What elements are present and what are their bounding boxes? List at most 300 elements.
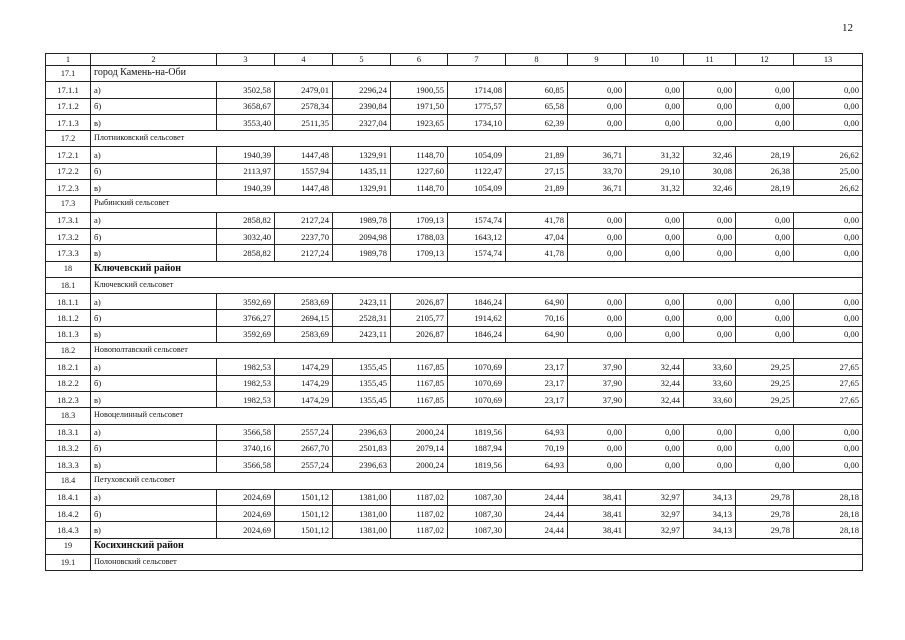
- value-cell: 62,39: [506, 114, 568, 130]
- value-cell: 1148,70: [391, 147, 448, 163]
- value-cell: 64,90: [506, 326, 568, 342]
- value-cell: 2327,04: [333, 114, 391, 130]
- value-cell: 65,58: [506, 98, 568, 114]
- tariff-table: [45, 53, 863, 571]
- value-cell: 0,00: [684, 457, 736, 473]
- value-cell: 29,10: [626, 163, 684, 179]
- value-cell: 1329,91: [333, 147, 391, 163]
- value-cell: 2501,83: [333, 440, 391, 456]
- column-header: 5: [333, 54, 391, 66]
- value-cell: 1914,62: [448, 310, 506, 326]
- value-cell: 0,00: [794, 114, 863, 130]
- value-cell: 30,08: [684, 163, 736, 179]
- value-cell: 0,00: [684, 424, 736, 440]
- section-row: [46, 261, 863, 277]
- value-cell: 0,00: [736, 326, 794, 342]
- table-row: [46, 522, 863, 538]
- table-row: [46, 82, 863, 98]
- value-cell: 26,62: [794, 180, 863, 196]
- value-cell: 3032,40: [217, 228, 275, 244]
- value-cell: 1940,39: [217, 147, 275, 163]
- section-row: [46, 473, 863, 489]
- row-code: 18: [46, 261, 91, 277]
- value-cell: 38,41: [568, 489, 626, 505]
- section-title: Косихинский район: [91, 538, 863, 554]
- value-cell: 0,00: [736, 294, 794, 310]
- section-title: Ключевский район: [91, 261, 863, 277]
- row-code: 17.3.1: [46, 212, 91, 228]
- value-cell: 0,00: [626, 294, 684, 310]
- row-code: 19.1: [46, 554, 91, 570]
- value-cell: 1775,57: [448, 98, 506, 114]
- value-cell: 2858,82: [217, 212, 275, 228]
- value-cell: 1070,69: [448, 359, 506, 375]
- value-cell: 0,00: [626, 212, 684, 228]
- row-code: 18.3.3: [46, 457, 91, 473]
- value-cell: 29,78: [736, 489, 794, 505]
- value-cell: 2423,11: [333, 326, 391, 342]
- row-code: 18.3.1: [46, 424, 91, 440]
- value-cell: 2024,69: [217, 489, 275, 505]
- value-cell: 0,00: [626, 440, 684, 456]
- row-label: б): [91, 98, 217, 114]
- value-cell: 1054,09: [448, 180, 506, 196]
- column-header: 10: [626, 54, 684, 66]
- value-cell: 0,00: [736, 424, 794, 440]
- value-cell: 0,00: [736, 245, 794, 261]
- table-row: [46, 147, 863, 163]
- section-title: город Камень-на-Оби: [91, 66, 863, 82]
- value-cell: 32,44: [626, 375, 684, 391]
- value-cell: 70,16: [506, 310, 568, 326]
- value-cell: 28,19: [736, 180, 794, 196]
- value-cell: 1940,39: [217, 180, 275, 196]
- value-cell: 2858,82: [217, 245, 275, 261]
- page-number: 12: [842, 22, 853, 34]
- value-cell: 1982,53: [217, 359, 275, 375]
- row-code: 18.1: [46, 277, 91, 293]
- value-cell: 2000,24: [391, 424, 448, 440]
- row-label: б): [91, 440, 217, 456]
- value-cell: 0,00: [736, 228, 794, 244]
- row-code: 18.1.3: [46, 326, 91, 342]
- value-cell: 2528,31: [333, 310, 391, 326]
- row-code: 18.1.2: [46, 310, 91, 326]
- section-title: Ключевский сельсовет: [91, 277, 863, 293]
- value-cell: 32,97: [626, 522, 684, 538]
- value-cell: 1447,48: [275, 180, 333, 196]
- value-cell: 1501,12: [275, 506, 333, 522]
- row-code: 18.4.2: [46, 506, 91, 522]
- value-cell: 1819,56: [448, 424, 506, 440]
- value-cell: 1989,78: [333, 212, 391, 228]
- column-header: 3: [217, 54, 275, 66]
- value-cell: 1329,91: [333, 180, 391, 196]
- value-cell: 1923,65: [391, 114, 448, 130]
- value-cell: 2127,24: [275, 245, 333, 261]
- value-cell: 0,00: [684, 245, 736, 261]
- value-cell: 33,60: [684, 391, 736, 407]
- value-cell: 1501,12: [275, 489, 333, 505]
- value-cell: 1900,55: [391, 82, 448, 98]
- value-cell: 2026,87: [391, 326, 448, 342]
- section-row: [46, 66, 863, 82]
- row-code: 17.1.1: [46, 82, 91, 98]
- value-cell: 2396,63: [333, 424, 391, 440]
- table-row: [46, 489, 863, 505]
- value-cell: 1846,24: [448, 294, 506, 310]
- table-row: [46, 506, 863, 522]
- table-row: [46, 326, 863, 342]
- value-cell: 0,00: [794, 212, 863, 228]
- value-cell: 2557,24: [275, 457, 333, 473]
- value-cell: 2557,24: [275, 424, 333, 440]
- value-cell: 1122,47: [448, 163, 506, 179]
- value-cell: 0,00: [736, 82, 794, 98]
- value-cell: 2578,34: [275, 98, 333, 114]
- value-cell: 36,71: [568, 180, 626, 196]
- value-cell: 2024,69: [217, 522, 275, 538]
- value-cell: 1447,48: [275, 147, 333, 163]
- value-cell: 2583,69: [275, 326, 333, 342]
- section-row: [46, 408, 863, 424]
- value-cell: 0,00: [736, 457, 794, 473]
- value-cell: 1788,03: [391, 228, 448, 244]
- value-cell: 1474,29: [275, 359, 333, 375]
- value-cell: 1501,12: [275, 522, 333, 538]
- value-cell: 1887,94: [448, 440, 506, 456]
- value-cell: 1714,08: [448, 82, 506, 98]
- value-cell: 2396,63: [333, 457, 391, 473]
- row-code: 17.1.3: [46, 114, 91, 130]
- value-cell: 0,00: [568, 212, 626, 228]
- section-row: [46, 554, 863, 570]
- value-cell: 0,00: [568, 457, 626, 473]
- value-cell: 3502,58: [217, 82, 275, 98]
- row-code: 18.4: [46, 473, 91, 489]
- value-cell: 1846,24: [448, 326, 506, 342]
- value-cell: 0,00: [626, 98, 684, 114]
- value-cell: 41,78: [506, 245, 568, 261]
- value-cell: 2024,69: [217, 506, 275, 522]
- row-label: б): [91, 375, 217, 391]
- row-code: 17.2.3: [46, 180, 91, 196]
- section-title: Новоцелинный сельсовет: [91, 408, 863, 424]
- section-row: [46, 131, 863, 147]
- value-cell: 64,93: [506, 424, 568, 440]
- value-cell: 0,00: [568, 294, 626, 310]
- value-cell: 29,78: [736, 506, 794, 522]
- value-cell: 29,25: [736, 359, 794, 375]
- value-cell: 0,00: [568, 310, 626, 326]
- row-label: б): [91, 163, 217, 179]
- value-cell: 37,90: [568, 359, 626, 375]
- value-cell: 3658,67: [217, 98, 275, 114]
- row-label: б): [91, 228, 217, 244]
- column-number-row: [46, 54, 863, 66]
- value-cell: 0,00: [626, 424, 684, 440]
- value-cell: 1167,85: [391, 359, 448, 375]
- value-cell: 0,00: [626, 457, 684, 473]
- value-cell: 1227,60: [391, 163, 448, 179]
- value-cell: 0,00: [794, 245, 863, 261]
- value-cell: 1381,00: [333, 522, 391, 538]
- value-cell: 1474,29: [275, 391, 333, 407]
- value-cell: 2479,01: [275, 82, 333, 98]
- value-cell: 0,00: [736, 212, 794, 228]
- value-cell: 0,00: [794, 294, 863, 310]
- row-label: а): [91, 212, 217, 228]
- value-cell: 2694,15: [275, 310, 333, 326]
- row-code: 18.3.2: [46, 440, 91, 456]
- row-code: 18.3: [46, 408, 91, 424]
- table-row: [46, 228, 863, 244]
- value-cell: 28,18: [794, 506, 863, 522]
- value-cell: 1148,70: [391, 180, 448, 196]
- section-row: [46, 538, 863, 554]
- value-cell: 0,00: [626, 114, 684, 130]
- table-row: [46, 424, 863, 440]
- row-label: в): [91, 457, 217, 473]
- value-cell: 0,00: [684, 114, 736, 130]
- value-cell: 2511,35: [275, 114, 333, 130]
- value-cell: 2000,24: [391, 457, 448, 473]
- table-row: [46, 440, 863, 456]
- value-cell: 2127,24: [275, 212, 333, 228]
- row-label: в): [91, 180, 217, 196]
- section-title: Петуховский сельсовет: [91, 473, 863, 489]
- value-cell: 1187,02: [391, 506, 448, 522]
- value-cell: 2113,97: [217, 163, 275, 179]
- value-cell: 0,00: [626, 245, 684, 261]
- value-cell: 1474,29: [275, 375, 333, 391]
- row-label: а): [91, 294, 217, 310]
- table-row: [46, 180, 863, 196]
- value-cell: 2583,69: [275, 294, 333, 310]
- value-cell: 28,18: [794, 489, 863, 505]
- value-cell: 0,00: [684, 326, 736, 342]
- value-cell: 2105,77: [391, 310, 448, 326]
- value-cell: 0,00: [794, 424, 863, 440]
- section-row: [46, 343, 863, 359]
- row-label: в): [91, 391, 217, 407]
- value-cell: 37,90: [568, 391, 626, 407]
- value-cell: 21,89: [506, 147, 568, 163]
- value-cell: 1709,13: [391, 212, 448, 228]
- row-code: 17.3: [46, 196, 91, 212]
- value-cell: 0,00: [568, 440, 626, 456]
- value-cell: 25,00: [794, 163, 863, 179]
- value-cell: 1167,85: [391, 391, 448, 407]
- value-cell: 32,44: [626, 391, 684, 407]
- value-cell: 24,44: [506, 506, 568, 522]
- value-cell: 0,00: [794, 82, 863, 98]
- row-label: в): [91, 245, 217, 261]
- value-cell: 0,00: [568, 245, 626, 261]
- table-row: [46, 359, 863, 375]
- value-cell: 0,00: [736, 310, 794, 326]
- value-cell: 0,00: [626, 82, 684, 98]
- value-cell: 0,00: [568, 98, 626, 114]
- value-cell: 33,60: [684, 359, 736, 375]
- value-cell: 1989,78: [333, 245, 391, 261]
- value-cell: 3592,69: [217, 326, 275, 342]
- value-cell: 1643,12: [448, 228, 506, 244]
- value-cell: 36,71: [568, 147, 626, 163]
- value-cell: 32,44: [626, 359, 684, 375]
- value-cell: 21,89: [506, 180, 568, 196]
- value-cell: 3766,27: [217, 310, 275, 326]
- row-code: 17.1.2: [46, 98, 91, 114]
- value-cell: 1381,00: [333, 489, 391, 505]
- value-cell: 1355,45: [333, 375, 391, 391]
- value-cell: 34,13: [684, 489, 736, 505]
- value-cell: 24,44: [506, 522, 568, 538]
- value-cell: 34,13: [684, 522, 736, 538]
- table-row: [46, 98, 863, 114]
- value-cell: 2026,87: [391, 294, 448, 310]
- row-label: б): [91, 310, 217, 326]
- value-cell: 47,04: [506, 228, 568, 244]
- row-code: 17.2.1: [46, 147, 91, 163]
- table-row: [46, 391, 863, 407]
- row-code: 18.2.3: [46, 391, 91, 407]
- row-label: а): [91, 424, 217, 440]
- value-cell: 0,00: [626, 310, 684, 326]
- value-cell: 1070,69: [448, 391, 506, 407]
- value-cell: 1971,50: [391, 98, 448, 114]
- value-cell: 31,32: [626, 180, 684, 196]
- value-cell: 0,00: [568, 228, 626, 244]
- value-cell: 0,00: [794, 440, 863, 456]
- value-cell: 31,32: [626, 147, 684, 163]
- value-cell: 1087,30: [448, 489, 506, 505]
- row-label: а): [91, 82, 217, 98]
- row-label: в): [91, 326, 217, 342]
- section-title: Плотниковский сельсовет: [91, 131, 863, 147]
- value-cell: 1557,94: [275, 163, 333, 179]
- value-cell: 32,97: [626, 489, 684, 505]
- value-cell: 3553,40: [217, 114, 275, 130]
- row-code: 18.2: [46, 343, 91, 359]
- table-row: [46, 212, 863, 228]
- row-label: а): [91, 489, 217, 505]
- value-cell: 0,00: [794, 98, 863, 114]
- value-cell: 3592,69: [217, 294, 275, 310]
- value-cell: 41,78: [506, 212, 568, 228]
- value-cell: 1709,13: [391, 245, 448, 261]
- column-header: 11: [684, 54, 736, 66]
- value-cell: 29,78: [736, 522, 794, 538]
- value-cell: 2079,14: [391, 440, 448, 456]
- value-cell: 1167,85: [391, 375, 448, 391]
- value-cell: 28,18: [794, 522, 863, 538]
- value-cell: 0,00: [626, 228, 684, 244]
- value-cell: 3740,16: [217, 440, 275, 456]
- row-label: в): [91, 114, 217, 130]
- value-cell: 1982,53: [217, 391, 275, 407]
- value-cell: 1070,69: [448, 375, 506, 391]
- value-cell: 27,65: [794, 375, 863, 391]
- value-cell: 2390,84: [333, 98, 391, 114]
- table-row: [46, 457, 863, 473]
- value-cell: 0,00: [684, 82, 736, 98]
- row-code: 17.3.2: [46, 228, 91, 244]
- value-cell: 37,90: [568, 375, 626, 391]
- value-cell: 32,46: [684, 147, 736, 163]
- value-cell: 29,25: [736, 375, 794, 391]
- value-cell: 0,00: [684, 310, 736, 326]
- section-title: Рыбинский сельсовет: [91, 196, 863, 212]
- table-row: [46, 245, 863, 261]
- column-header: 6: [391, 54, 448, 66]
- row-label: а): [91, 359, 217, 375]
- value-cell: 64,90: [506, 294, 568, 310]
- row-code: 18.2.1: [46, 359, 91, 375]
- value-cell: 0,00: [736, 440, 794, 456]
- value-cell: 24,44: [506, 489, 568, 505]
- value-cell: 0,00: [568, 114, 626, 130]
- value-cell: 0,00: [736, 98, 794, 114]
- column-header: 4: [275, 54, 333, 66]
- row-code: 17.1: [46, 66, 91, 82]
- value-cell: 1982,53: [217, 375, 275, 391]
- value-cell: 23,17: [506, 391, 568, 407]
- table-row: [46, 114, 863, 130]
- column-header: 13: [794, 54, 863, 66]
- value-cell: 28,19: [736, 147, 794, 163]
- row-code: 18.2.2: [46, 375, 91, 391]
- value-cell: 1819,56: [448, 457, 506, 473]
- column-header: 8: [506, 54, 568, 66]
- row-code: 18.4.3: [46, 522, 91, 538]
- row-label: б): [91, 506, 217, 522]
- value-cell: 0,00: [794, 228, 863, 244]
- value-cell: 29,25: [736, 391, 794, 407]
- value-cell: 3566,58: [217, 424, 275, 440]
- value-cell: 70,19: [506, 440, 568, 456]
- row-code: 18.1.1: [46, 294, 91, 310]
- row-code: 17.3.3: [46, 245, 91, 261]
- value-cell: 1054,09: [448, 147, 506, 163]
- value-cell: 1187,02: [391, 489, 448, 505]
- section-title: Полоновский сельсовет: [91, 554, 863, 570]
- table-row: [46, 375, 863, 391]
- value-cell: 34,13: [684, 506, 736, 522]
- value-cell: 2094,98: [333, 228, 391, 244]
- value-cell: 26,38: [736, 163, 794, 179]
- value-cell: 3566,58: [217, 457, 275, 473]
- value-cell: 1355,45: [333, 359, 391, 375]
- value-cell: 33,70: [568, 163, 626, 179]
- column-header: 9: [568, 54, 626, 66]
- row-code: 17.2.2: [46, 163, 91, 179]
- value-cell: 23,17: [506, 359, 568, 375]
- value-cell: 1087,30: [448, 522, 506, 538]
- value-cell: 0,00: [684, 228, 736, 244]
- value-cell: 23,17: [506, 375, 568, 391]
- value-cell: 64,93: [506, 457, 568, 473]
- value-cell: 1435,11: [333, 163, 391, 179]
- value-cell: 0,00: [684, 294, 736, 310]
- section-row: [46, 196, 863, 212]
- table-row: [46, 294, 863, 310]
- value-cell: 1355,45: [333, 391, 391, 407]
- value-cell: 2423,11: [333, 294, 391, 310]
- value-cell: 1574,74: [448, 212, 506, 228]
- value-cell: 0,00: [684, 440, 736, 456]
- section-row: [46, 277, 863, 293]
